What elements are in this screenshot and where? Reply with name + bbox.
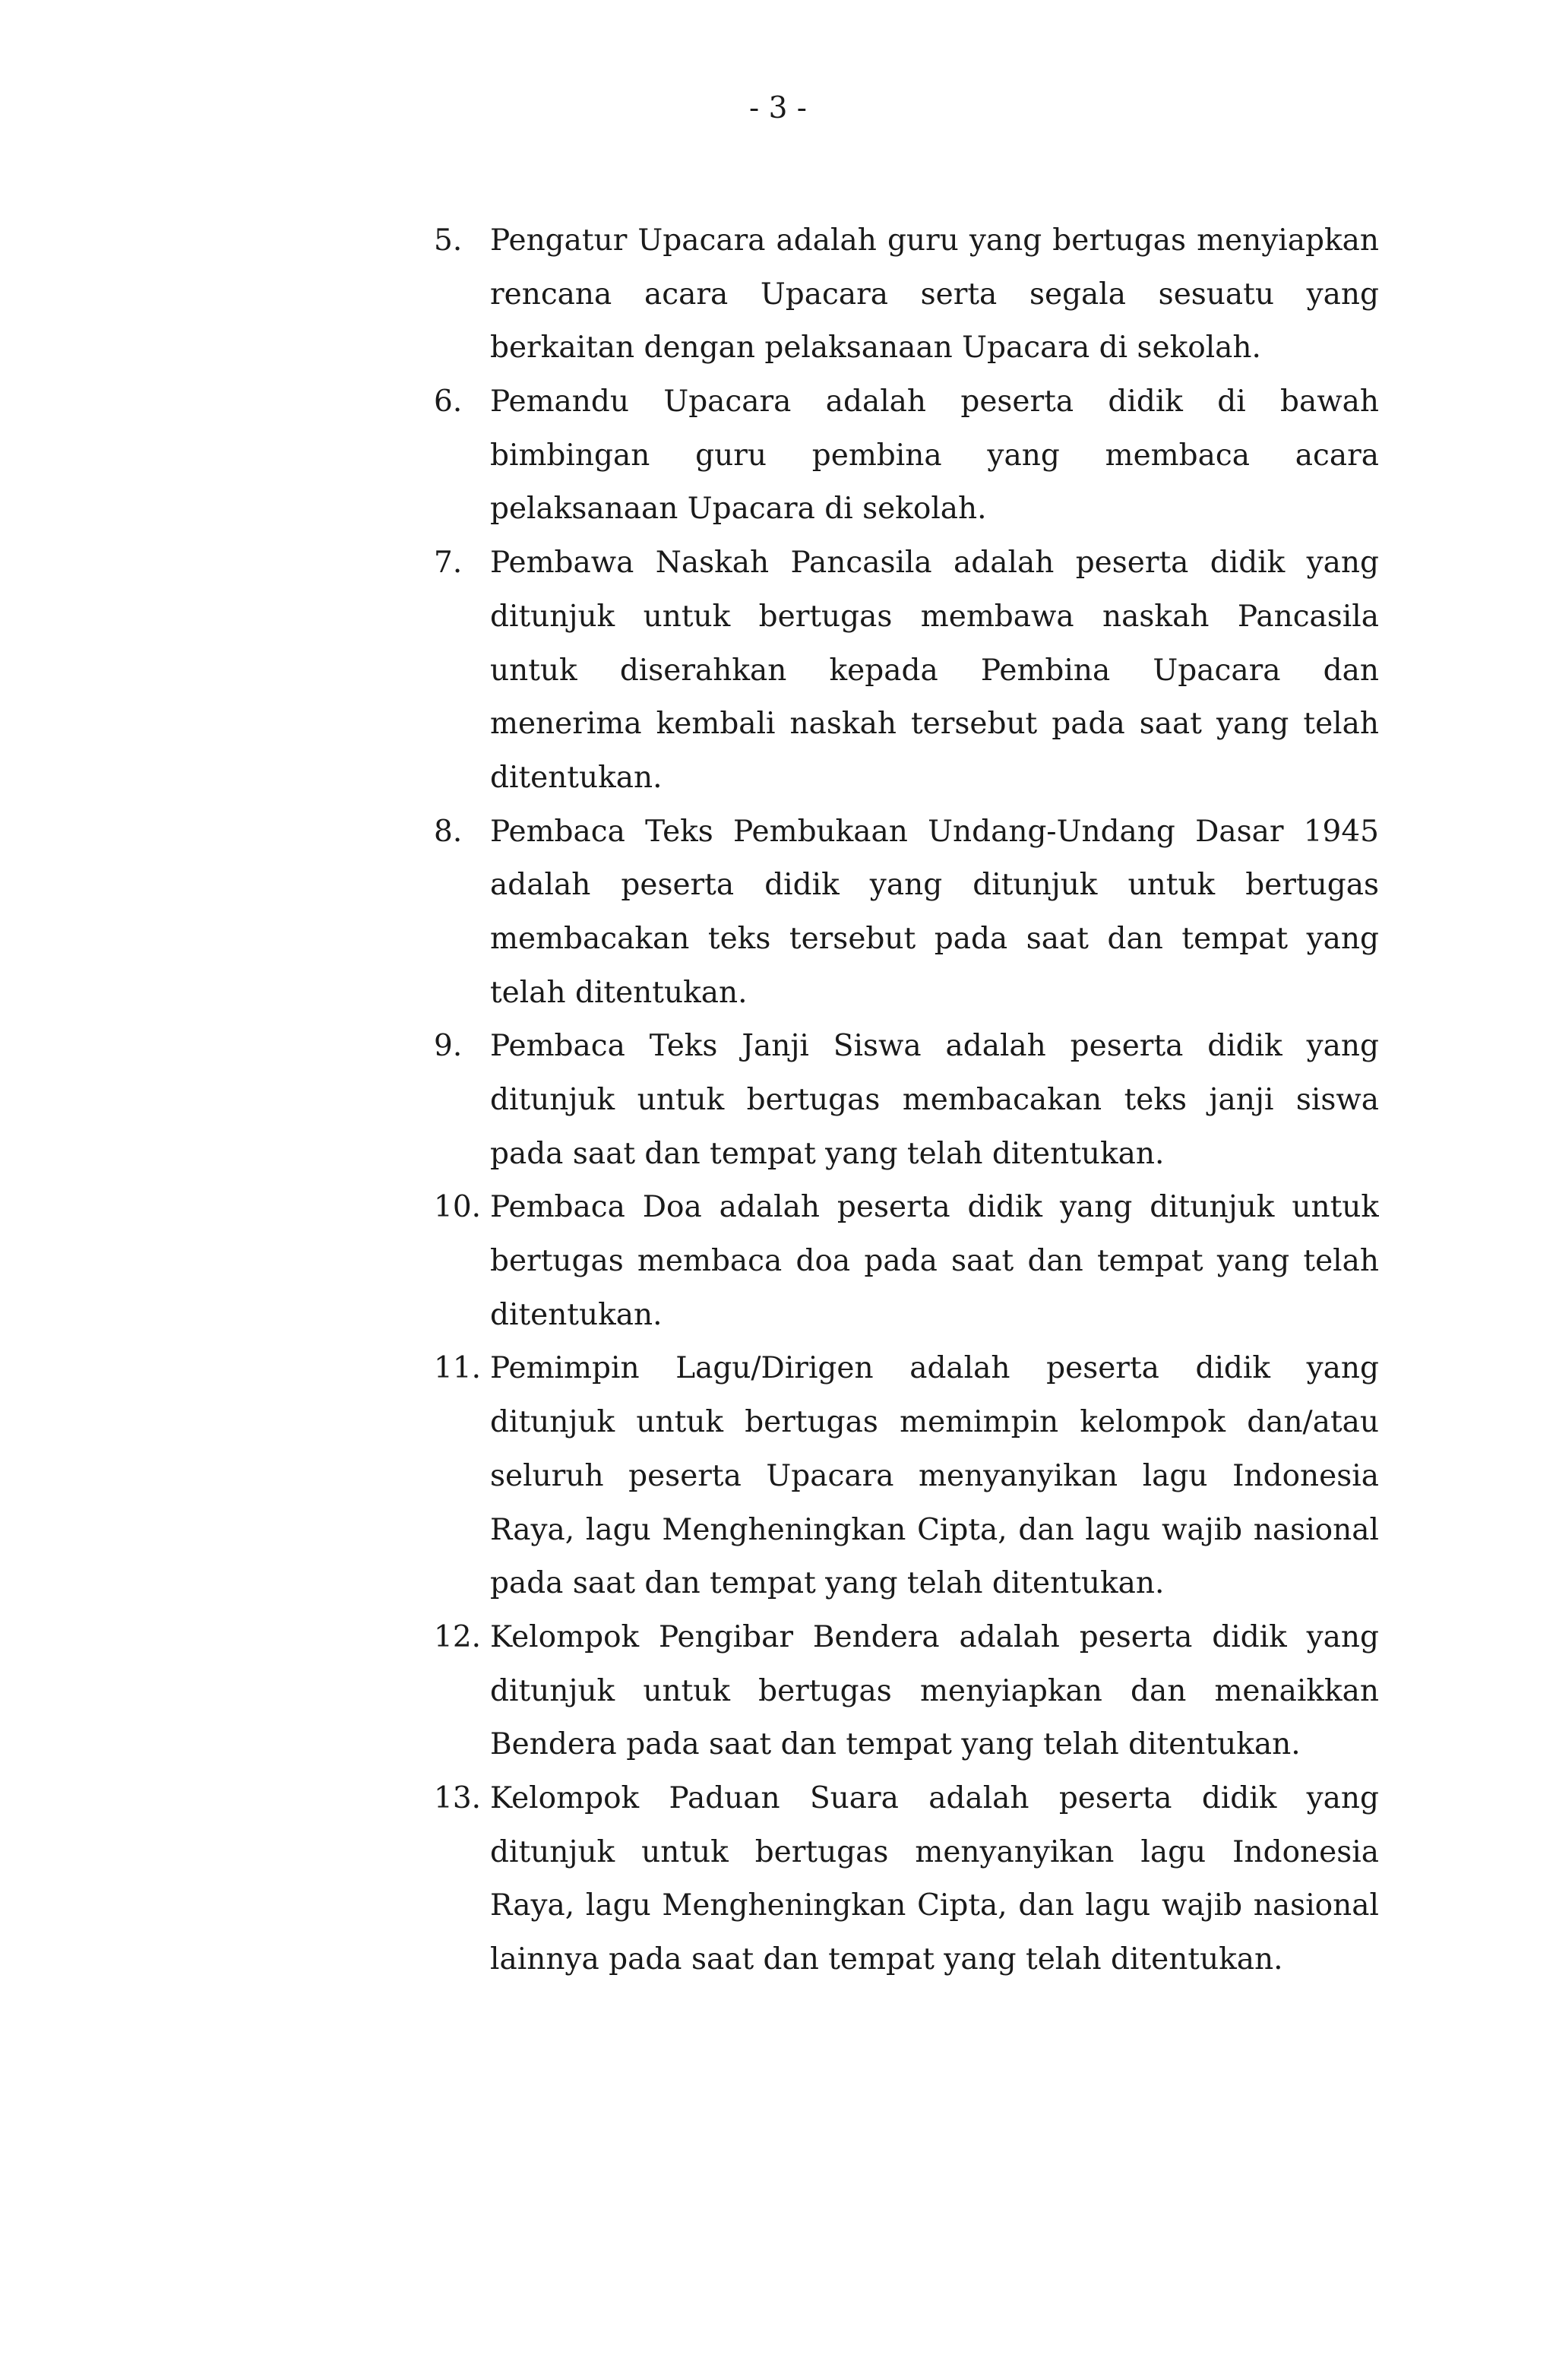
text-line: Raya, lagu Mengheningkan Cipta, dan lagu wajib nasional bbox=[490, 1512, 1379, 1547]
text-line: untuk diserahkan kepada Pembina Upacara dan bbox=[490, 653, 1379, 688]
list-item bbox=[429, 805, 1379, 1021]
text-line: Pemandu Upacara adalah peserta didik di bawah bbox=[490, 385, 1379, 419]
text-line: Raya, lagu Mengheningkan Cipta, dan lagu wajib nasional bbox=[490, 1888, 1379, 1923]
text-line: ditunjuk untuk bertugas menyiapkan dan menaikkan bbox=[490, 1673, 1379, 1708]
list-item-number: 10. bbox=[434, 1190, 482, 1225]
text-line: rencana acara Upacara serta segala sesuatu yang bbox=[490, 277, 1379, 312]
text-line: ditunjuk untuk bertugas menyanyikan lagu Indonesia bbox=[490, 1834, 1379, 1869]
text-line: pelaksanaan Upacara di sekolah. bbox=[490, 492, 987, 527]
list-item bbox=[429, 375, 1379, 536]
text-line: menerima kembali naskah tersebut pada saat yang telah bbox=[490, 707, 1379, 742]
text-line: Pemimpin Lagu/Dirigen adalah peserta didik yang bbox=[490, 1351, 1379, 1386]
list-item bbox=[429, 1020, 1379, 1181]
definition-list bbox=[429, 214, 1379, 1987]
text-line: Kelompok Pengibar Bendera adalah peserta didik yang bbox=[490, 1619, 1379, 1654]
list-item-number: 11. bbox=[434, 1351, 482, 1386]
list-item-text bbox=[490, 214, 1379, 375]
list-item-text bbox=[490, 375, 1379, 536]
text-line: Bendera pada saat dan tempat yang telah ditentukan. bbox=[490, 1727, 1301, 1762]
list-item bbox=[429, 1342, 1379, 1610]
list-item-text bbox=[490, 1772, 1379, 1987]
list-item bbox=[429, 536, 1379, 805]
text-line: ditentukan. bbox=[490, 760, 663, 795]
list-item-text bbox=[490, 805, 1379, 1021]
list-item-text bbox=[490, 1020, 1379, 1181]
list-item-number: 9. bbox=[434, 1029, 463, 1064]
text-line: telah ditentukan. bbox=[490, 975, 748, 1010]
list-item-text bbox=[490, 1181, 1379, 1342]
text-line: pada saat dan tempat yang telah ditentukan. bbox=[490, 1566, 1165, 1601]
text-line: pada saat dan tempat yang telah ditentukan. bbox=[490, 1136, 1165, 1171]
list-item-number: 12. bbox=[434, 1619, 482, 1654]
text-line: Pembawa Naskah Pancasila adalah peserta didik yang bbox=[490, 546, 1379, 581]
text-line: Pembaca Teks Janji Siswa adalah peserta didik yang bbox=[490, 1029, 1379, 1064]
list-item bbox=[429, 214, 1379, 375]
list-item-text bbox=[490, 1342, 1379, 1610]
list-item-number: 7. bbox=[434, 546, 463, 581]
text-line: seluruh peserta Upacara menyanyikan lagu Indonesia bbox=[490, 1458, 1379, 1493]
list-item-text bbox=[490, 1611, 1379, 1772]
text-line: berkaitan dengan pelaksanaan Upacara di sekolah. bbox=[490, 331, 1261, 366]
text-line: ditentukan. bbox=[490, 1297, 663, 1332]
text-line: bimbingan guru pembina yang membaca acara bbox=[490, 438, 1379, 473]
text-line: lainnya pada saat dan tempat yang telah ditentukan. bbox=[490, 1942, 1283, 1976]
text-line: Pembaca Doa adalah peserta didik yang ditunjuk untuk bbox=[490, 1190, 1379, 1225]
text-line: ditunjuk untuk bertugas membacakan teks janji siswa bbox=[490, 1083, 1379, 1117]
text-line: Kelompok Paduan Suara adalah peserta didik yang bbox=[490, 1780, 1379, 1815]
text-line: ditunjuk untuk bertugas membawa naskah Pancasila bbox=[490, 599, 1379, 634]
text-line: adalah peserta didik yang ditunjuk untuk bertugas bbox=[490, 868, 1379, 903]
list-item-number: 13. bbox=[434, 1780, 482, 1815]
list-item bbox=[429, 1181, 1379, 1342]
list-item bbox=[429, 1611, 1379, 1772]
page-number: - 3 - bbox=[749, 91, 807, 125]
list-item-number: 8. bbox=[434, 814, 463, 849]
list-item-text bbox=[490, 536, 1379, 805]
text-line: ditunjuk untuk bertugas memimpin kelompok dan/atau bbox=[490, 1405, 1379, 1440]
text-line: bertugas membaca doa pada saat dan tempat yang telah bbox=[490, 1244, 1379, 1279]
list-item-number: 5. bbox=[434, 223, 463, 258]
text-line: Pengatur Upacara adalah guru yang bertugas menyiapkan bbox=[490, 223, 1379, 258]
list-item-number: 6. bbox=[434, 385, 463, 419]
text-line: membacakan teks tersebut pada saat dan tempat yang bbox=[490, 921, 1379, 956]
text-line: Pembaca Teks Pembukaan Undang-Undang Dasar 1945 bbox=[490, 814, 1379, 849]
list-item bbox=[429, 1772, 1379, 1987]
